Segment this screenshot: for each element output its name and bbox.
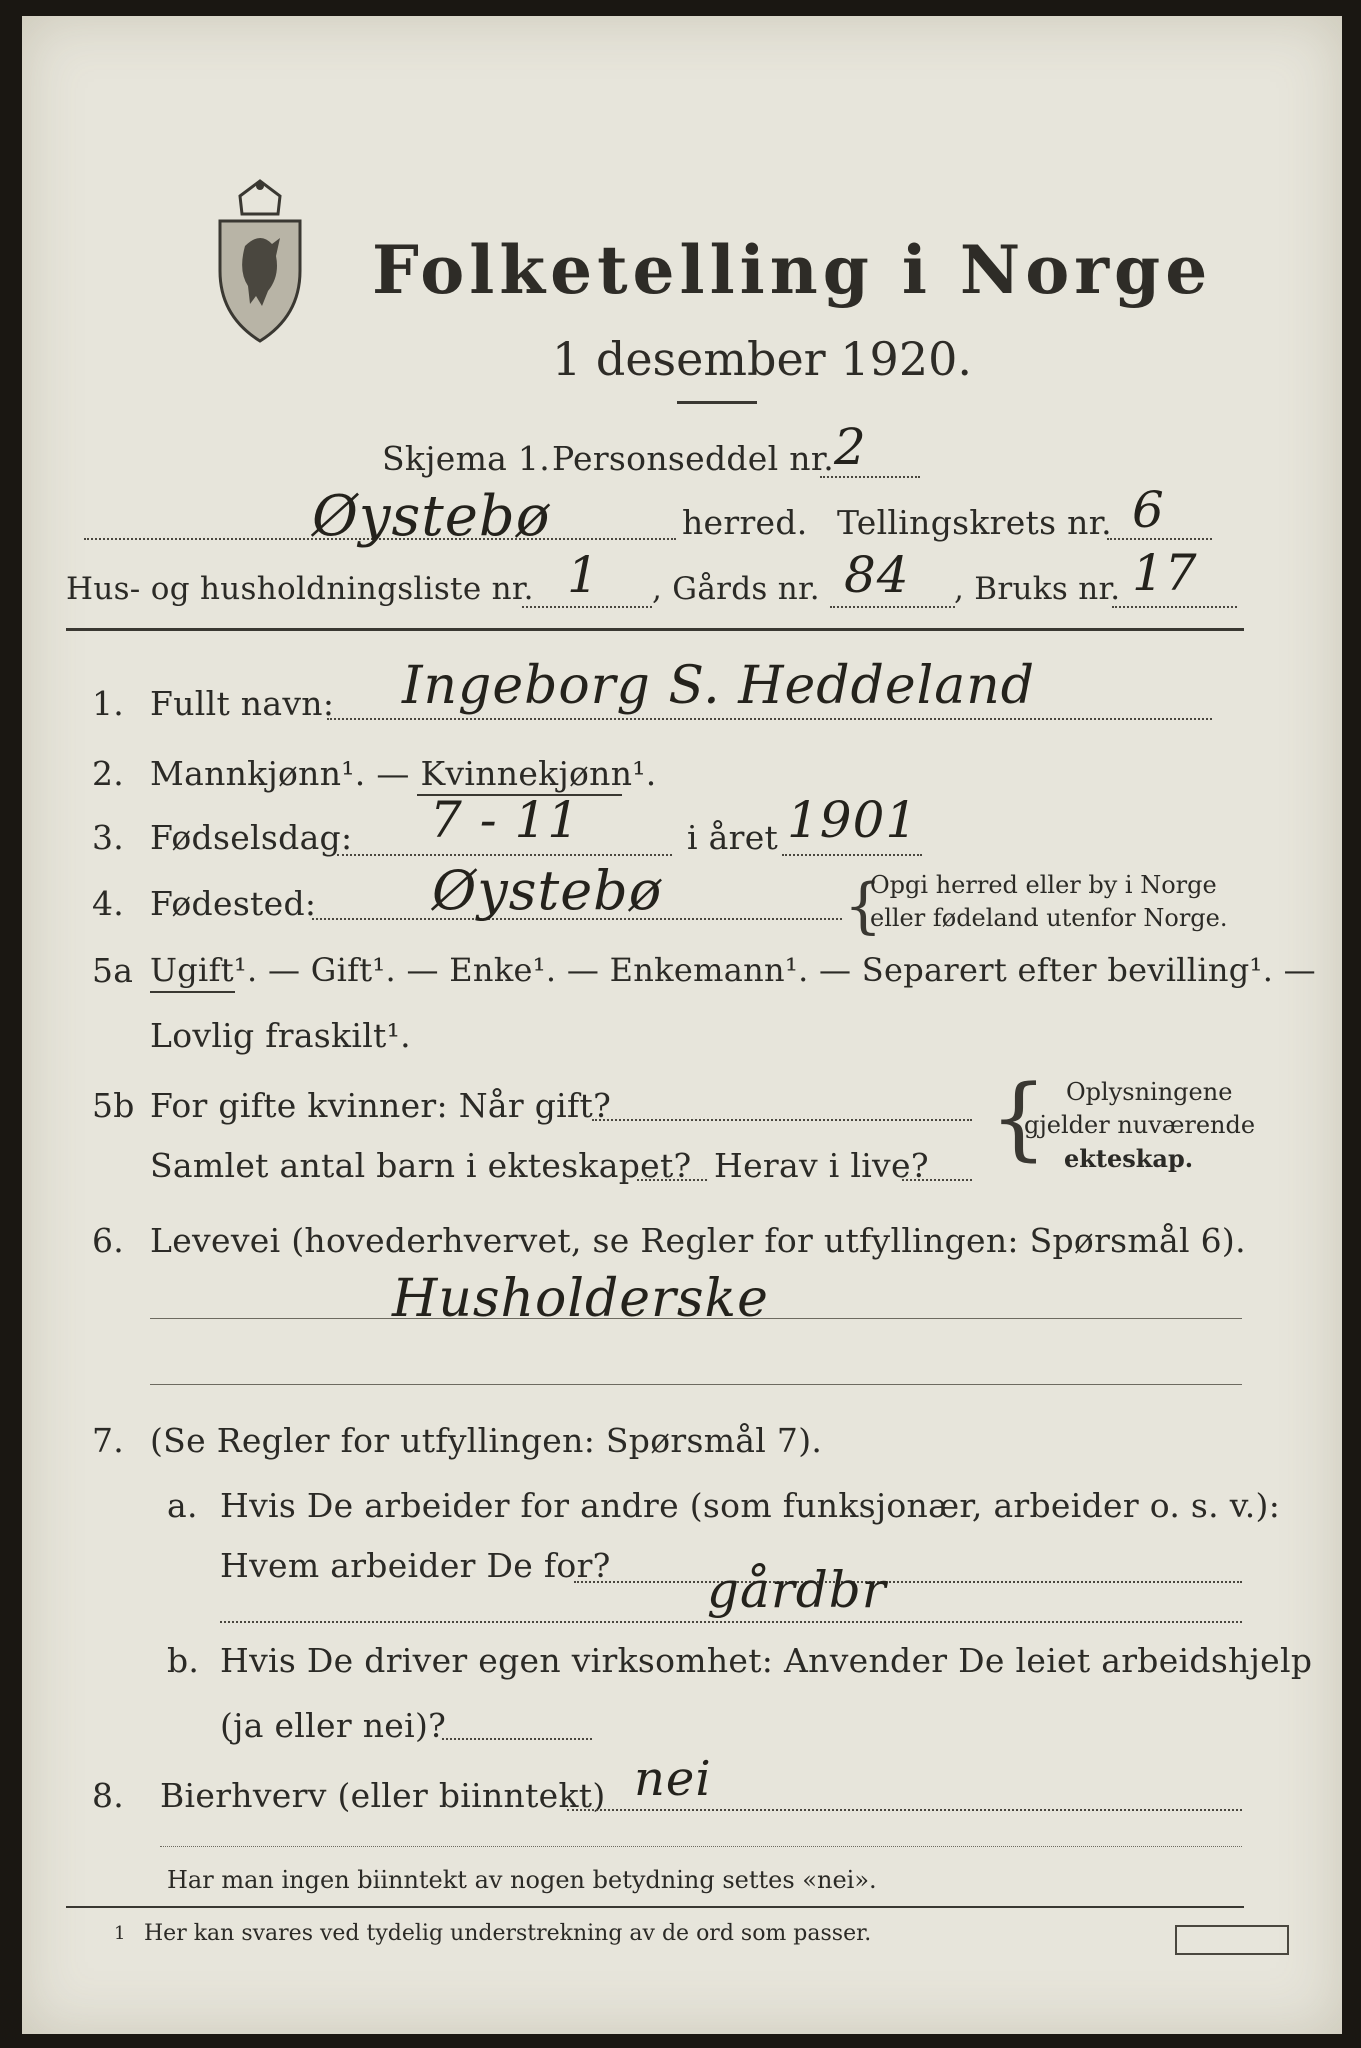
q4-brace: { [844,871,883,941]
q3-value: 7 - 11 [430,791,581,849]
footnote-separator [66,1906,1244,1908]
q7a-line-1 [574,1581,1242,1583]
q1-line [327,718,1212,720]
q5b-married-line [592,1119,972,1121]
q6-number: 6. [92,1221,125,1260]
q7a-label-2: Hvem arbeider De for? [220,1546,611,1585]
q7b-line [442,1738,592,1740]
tellingskrets-label: Tellingskrets nr. [837,503,1112,542]
q5b-note-line3: ekteskap. [1064,1144,1194,1173]
q8-line [567,1809,1242,1811]
printer-stamp-icon [1175,1925,1289,1955]
q5b-number: 5b [92,1086,135,1125]
q1-value: Ingeborg S. Heddeland [402,656,1036,716]
q7b-label-2: (ja eller nei)? [220,1706,447,1745]
q7a-line-2 [220,1621,1242,1623]
personseddel-label: Personseddel nr. [552,439,835,478]
q3-number: 3. [92,818,125,857]
herred-label: herred. [682,503,808,542]
q8-number: 8. [92,1776,125,1815]
gards-label: , Gårds nr. [652,571,820,607]
skjema-label: Skjema 1. [382,439,551,478]
husliste-label: Hus- og husholdningsliste nr. [66,571,534,607]
bottom-note: Har man ingen biinntekt av nogen betydning settes «nei». [167,1866,877,1894]
q5b-label-3: Herav i live? [714,1146,929,1185]
q4-label: Fødested: [150,884,317,923]
herred-value: Øystebø [312,484,551,549]
census-form-sheet [22,16,1342,2034]
husliste-line [522,606,652,608]
bruks-line [1112,606,1237,608]
q5a-text: Ugift¹. — Gift¹. — Enke¹. — Enkemann¹. — Separert efter bevilling¹. — [150,951,1316,989]
q5b-label-2: Samlet antal barn i ekteskapet? [150,1146,692,1185]
footnote-text: Her kan svares ved tydelig understrekning av de ord som passer. [144,1921,872,1946]
q7b-number: b. [167,1641,200,1680]
gards-value: 84 [844,546,910,604]
q4-value: Øystebø [432,859,663,922]
q3-year-label: i året [687,818,779,857]
coat-of-arms-icon [210,176,310,346]
q3-label: Fødselsdag: [150,818,353,857]
q5a-underline [150,991,235,993]
q5b-alive-line [902,1179,972,1181]
q5b-note-line1: Oplysningene [1066,1078,1233,1106]
q7-number: 7. [92,1421,125,1460]
q3-line [337,854,672,856]
q6-label: Levevei (hovederhvervet, se Regler for utfyllingen: Spørsmål 6). [150,1221,1246,1260]
personseddel-value: 2 [834,418,867,476]
form-title: Folketelling i Norge [372,231,1213,309]
q4-note-line1: Opgi herred eller by i Norge [870,871,1217,899]
q8-extra-line [160,1846,1242,1847]
personseddel-line [820,476,920,478]
q7-label: (Se Regler for utfyllingen: Spørsmål 7). [150,1421,823,1460]
q5b-label: For gifte kvinner: Når gift? [150,1086,612,1125]
q7b-label: Hvis De driver egen virksomhet: Anvender De leiet arbeidshjelp [220,1641,1313,1680]
q6-line-2 [150,1384,1242,1385]
census-date: 1 desember 1920. [552,332,972,386]
q6-value: Husholderske [392,1269,769,1329]
header-separator [66,628,1244,631]
bruks-value: 17 [1132,544,1198,602]
q5b-brace: { [990,1066,1048,1171]
q7a-value: gårdbr [707,1561,887,1619]
q4-note-line2: eller fødeland utenfor Norge. [870,904,1228,932]
q5a-text-2: Lovlig fraskilt¹. [150,1016,411,1055]
q5a-number: 5a [92,951,134,990]
footnote-number: 1 [114,1923,126,1944]
q2-number: 2. [92,754,125,793]
q5b-note-line2: gjelder nuværende [1024,1111,1256,1139]
husliste-value: 1 [567,546,600,604]
q4-number: 4. [92,884,125,923]
q7a-number: a. [167,1486,198,1525]
q2-text: Mannkjønn¹. — Kvinnekjønn¹. [150,754,657,793]
q1-label: Fullt navn: [150,684,335,723]
gards-line [830,606,955,608]
q6-line-1 [150,1318,1242,1319]
title-divider [677,401,757,404]
tellingskrets-value: 6 [1132,481,1165,539]
q8-label: Bierhverv (eller biinntekt) [160,1776,606,1815]
q8-value: nei [634,1751,712,1807]
q5b-children-line [637,1179,707,1181]
q3-year-value: 1901 [787,791,919,849]
q3-year-line [782,854,922,856]
q1-number: 1. [92,684,125,723]
bruks-label: , Bruks nr. [954,571,1121,607]
q7a-label: Hvis De arbeider for andre (som funksjonær, arbeider o. s. v.): [220,1486,1281,1525]
